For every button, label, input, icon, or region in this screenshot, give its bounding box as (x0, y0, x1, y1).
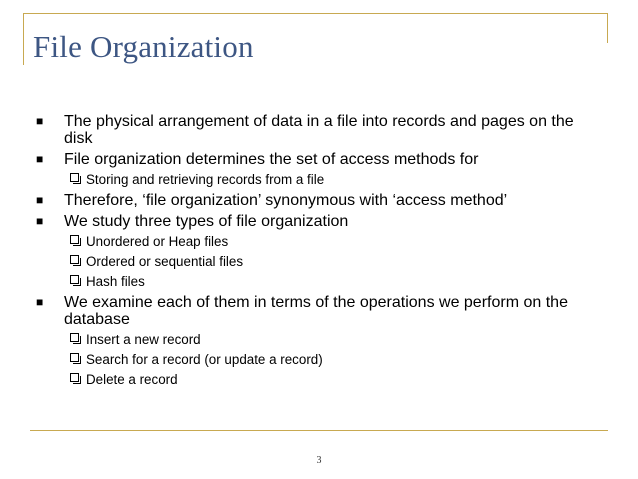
square-bullet-icon: ■ (36, 152, 44, 166)
sub-bullet-item (30, 352, 610, 368)
sub-bullet-text: Storing and retrieving records from a file (86, 172, 325, 187)
square-bullet-icon: ■ (36, 295, 44, 309)
footer-divider (30, 430, 608, 431)
bullet-item (30, 192, 610, 209)
sub-bullet-text: Hash files (86, 274, 145, 289)
sub-bullet-item (30, 332, 610, 348)
frame-line-left (23, 13, 24, 65)
square-bullet-icon: ■ (36, 214, 44, 228)
bullet-item (30, 151, 610, 168)
sub-bullet-item (30, 172, 610, 188)
sub-bullet-item (30, 372, 610, 388)
sub-bullet-item (30, 274, 610, 290)
bullet-text: We examine each of them in terms of the operations we perform on the database (64, 294, 568, 328)
frame-line-top (23, 13, 608, 14)
bullet-text: Therefore, ‘file organization’ synonymous with ‘access method’ (64, 192, 508, 209)
hollow-square-bullet-icon (70, 353, 79, 362)
bullet-item (30, 113, 610, 147)
sub-bullet-text: Delete a record (86, 372, 178, 387)
hollow-square-bullet-icon (70, 373, 79, 382)
hollow-square-bullet-icon (70, 275, 79, 284)
bullet-text: File organization determines the set of access methods for (64, 151, 479, 168)
sub-bullet-text: Unordered or Heap files (86, 234, 229, 249)
bullet-list (30, 113, 610, 388)
slide-title: File Organization (33, 29, 254, 64)
bullet-item (30, 294, 610, 328)
hollow-square-bullet-icon (70, 255, 79, 264)
hollow-square-bullet-icon (70, 235, 79, 244)
sub-bullet-item (30, 254, 610, 270)
bullet-item (30, 213, 610, 230)
square-bullet-icon: ■ (36, 114, 44, 128)
sub-bullet-text: Search for a record (or update a record) (86, 352, 323, 367)
sub-bullet-text: Insert a new record (86, 332, 201, 347)
sub-bullet-item (30, 234, 610, 250)
hollow-square-bullet-icon (70, 173, 79, 182)
bullet-text: The physical arrangement of data in a file into records and pages on the disk (64, 113, 574, 147)
sub-bullet-text: Ordered or sequential files (86, 254, 244, 269)
page-number: 3 (316, 455, 322, 466)
bullet-text: We study three types of file organization (64, 213, 349, 230)
hollow-square-bullet-icon (70, 333, 79, 342)
square-bullet-icon: ■ (36, 193, 44, 207)
frame-line-right (607, 13, 608, 43)
